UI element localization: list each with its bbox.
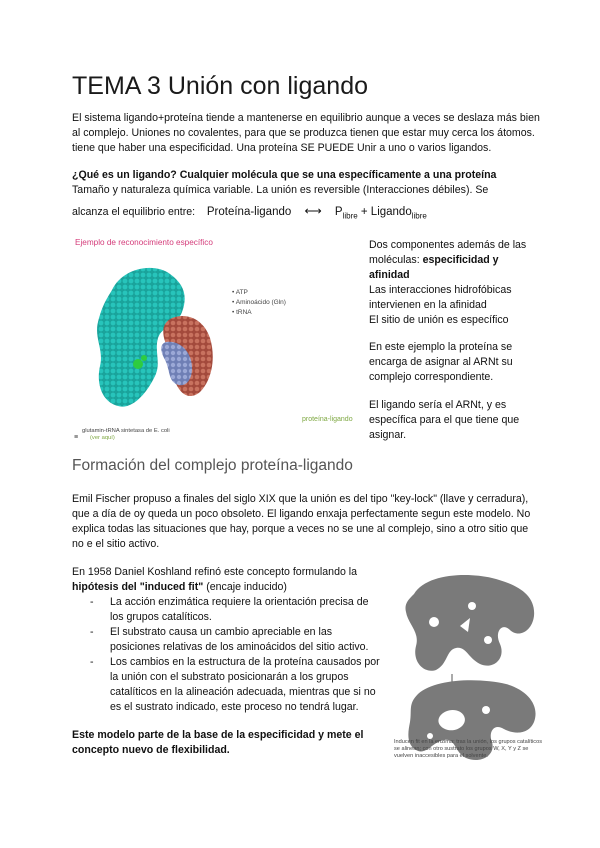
koshland-intro — [72, 565, 382, 595]
equation-p: P — [334, 206, 343, 218]
equation-left: Proteína-ligando — [206, 206, 292, 218]
figure-subcaption: glutamin-tRNA sintetasa de E. coli — [82, 428, 170, 434]
page-title: TEMA 3 Unión con ligando — [72, 72, 369, 100]
protein-ligand-link[interactable]: proteína-ligando — [302, 416, 353, 423]
legend-item: • ATP — [232, 288, 286, 298]
ligand-question: ¿Qué es un ligando? Cualquier molécula que se una específicamente a una proteína — [72, 169, 497, 181]
side-note-ligand: El ligando sería el ARNt, y es específica para el que tiene que asignar. — [369, 399, 520, 441]
list-item: - La acción enzimática requiere la orientación precisa de los grupos catalíticos. — [110, 595, 382, 625]
equation-p-sub: libre — [342, 211, 358, 221]
legend-item: • tRNA — [232, 308, 286, 318]
equilibrium-arrow-icon: ⟷ — [304, 204, 322, 218]
ligand-description: Tamaño y naturaleza química variable. La unión es reversible (Interacciones débiles). Se — [72, 184, 489, 196]
koshland-section — [72, 565, 382, 715]
koshland-intro-tail: (encaje inducido) — [203, 581, 287, 593]
side-a-bold: especificidad y afinidad — [369, 254, 499, 281]
side-note-components — [369, 238, 539, 328]
equation — [206, 204, 427, 221]
induced-fit-diagram — [396, 566, 546, 766]
induced-fit-term: hipótesis del "induced fit" — [72, 581, 204, 593]
figure-sublink[interactable]: (ver aquí) — [90, 435, 115, 441]
koshland-intro-text: En 1958 Daniel Koshland refinó este concepto formulando la — [72, 566, 358, 578]
koshland-conclusion: Este modelo parte de la base de la especificidad y mete el concepto nuevo de flexibilidad. — [72, 729, 364, 756]
figure-caption: Ejemplo de reconocimiento específico — [75, 238, 213, 247]
fischer-paragraph: Emil Fischer propuso a finales del siglo XIX que la unión es del tipo "key-lock" (llave y cerradura), que a día de oy queda un poco obsoleto. El ligando enxaja perfectamente segun este modelo. No explica todas las situaciones que hay, porque a veces no se une al complejo, sino a otro sitio que no e el sitio activo. — [72, 493, 531, 550]
legend-item: • Aminoácido (Gln) — [232, 298, 286, 308]
side-a-text3: El sitio de unión es específico — [369, 314, 509, 326]
equation-l-sub: libre — [411, 211, 427, 221]
figure-legend — [232, 288, 286, 318]
equilibrium-line — [72, 204, 542, 223]
koshland-list — [72, 595, 382, 715]
side-a-text2: Las interacciones hidrofóbicas intervienen en la afinidad — [369, 284, 512, 311]
protein-structure-image — [92, 260, 232, 430]
list-item: - Los cambios en la estructura de la proteína causados por la unión con el substrato posicionarán a los grupos catalíticos en la alineación adecuada, mientras que si no es el sustrato indicado, este proceso no tendrá lugar. — [110, 655, 382, 715]
section-title: Formación del complejo proteína-ligando — [72, 457, 353, 474]
list-item: - El substrato causa un cambio apreciable en las posiciones relativas de los aminoácidos del sitio activo. — [110, 625, 382, 655]
equation-plus-ligand: + Ligando — [357, 206, 412, 218]
figure-mark-icon: ≡ — [74, 434, 79, 441]
side-a-text1: Dos componentes además de las moléculas: — [369, 239, 527, 266]
intro-paragraph: El sistema ligando+proteína tiende a mantenerse en equilibrio aunque a veces se deslaza más bien al complejo. Uniones no covalentes, para que se produzca tienen que estar muy cerca los átomos. tiene que haber una especificidad. Una proteína SE PUEDE Unir a uno o varios ligandos. — [72, 112, 540, 154]
side-note-example: En este ejemplo la proteína se encarga de asignar al ARNt su complejo correspondiente. — [369, 341, 513, 383]
equilibrium-prefix: alcanza el equilibrio entre: — [72, 206, 196, 218]
diagram-caption: Inducen fit en la enzima: tras la unión, los grupos catalíticos se alinean; con otro sustrato los grupos W, X, Y y Z se vuelven inaccesibles para el solvente. — [394, 739, 543, 759]
